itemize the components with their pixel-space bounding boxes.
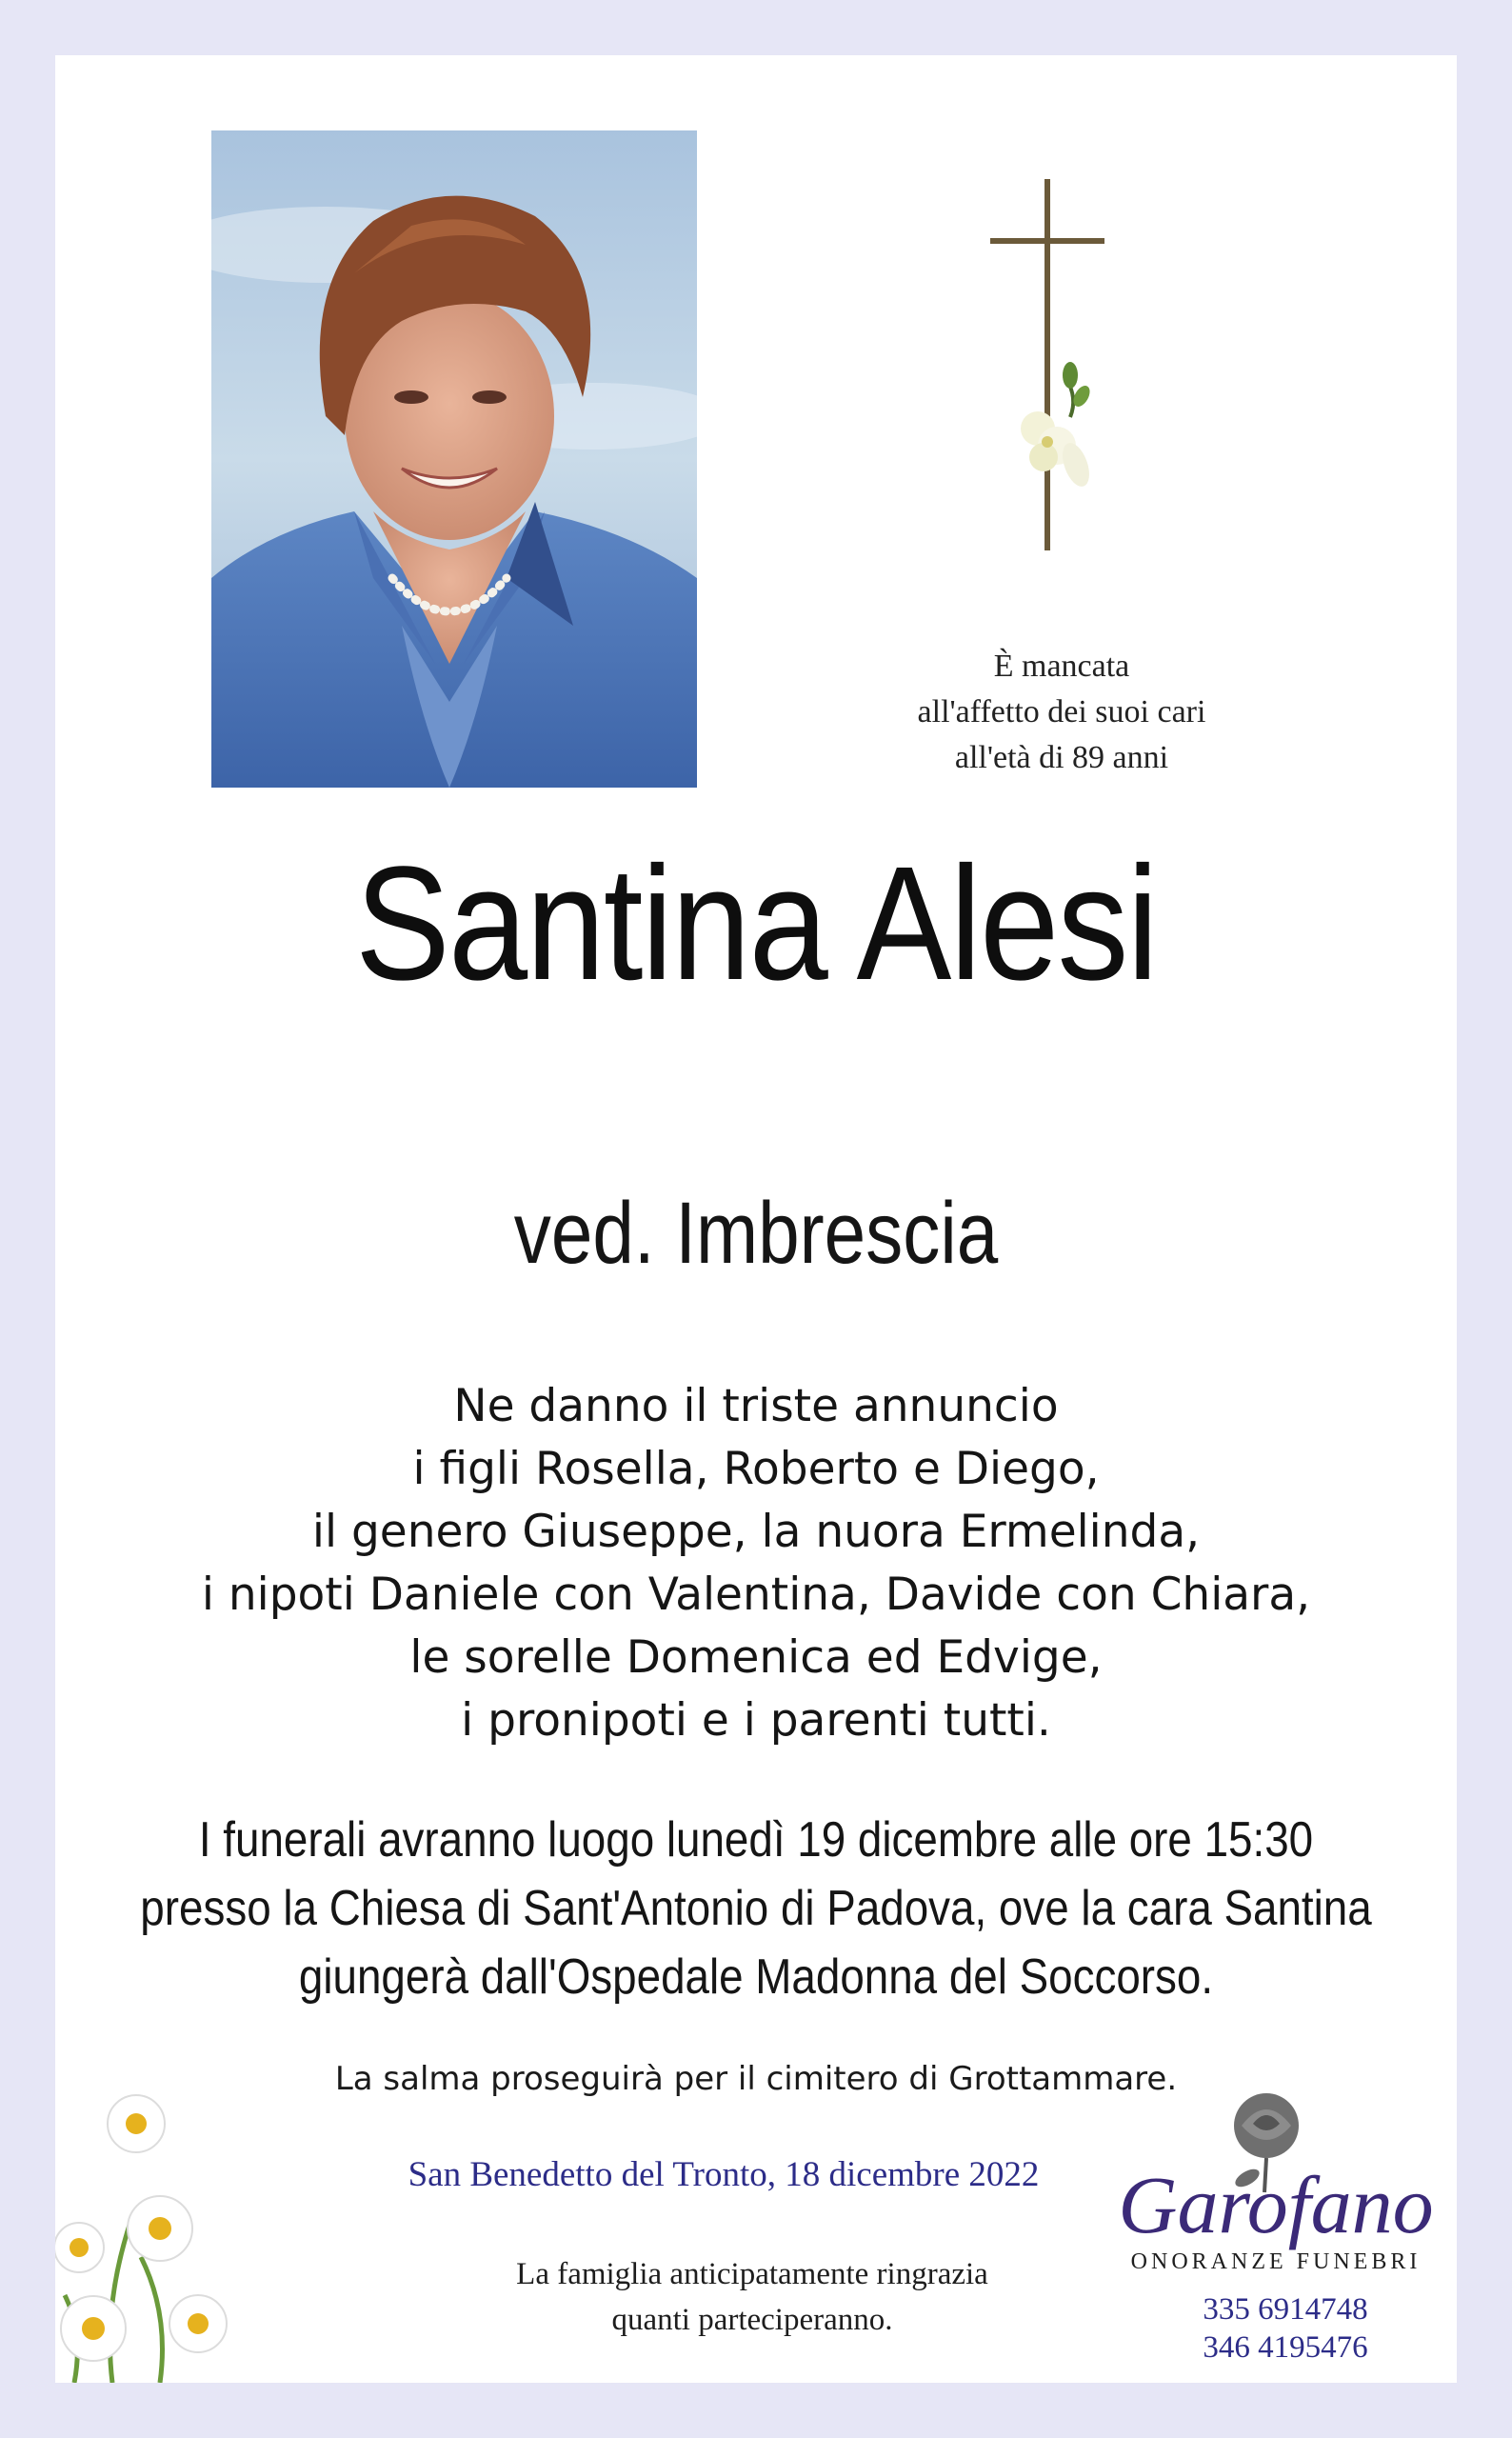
deceased-name: Santina Alesi — [354, 833, 1158, 1014]
thanks-note — [419, 2251, 1085, 2343]
family-line: i pronipoti e i parenti tutti. — [461, 1694, 1051, 1747]
intro-line: all'affetto dei suoi cari — [917, 694, 1206, 729]
burial-note: La salma proseguirà per il cimitero di Grottammare. — [334, 2060, 1178, 2098]
intro-line: È mancata — [993, 649, 1130, 684]
portrait-photo — [211, 130, 697, 788]
thanks-line: quanti parteciperanno. — [611, 2303, 893, 2337]
family-line: i nipoti Daniele con Valentina, Davide con Chiara, — [201, 1569, 1311, 1621]
family-line: i figli Rosella, Roberto e Diego, — [412, 1443, 1100, 1495]
family-announcement — [0, 1375, 1512, 1752]
phone-number: 335 6914748 — [1203, 2292, 1368, 2327]
married-name: ved. Imbrescia — [513, 1185, 999, 1282]
funeral-line: I funerali avranno luogo lunedì 19 dicembre alle ore 15:30 — [198, 1812, 1314, 1868]
thanks-line: La famiglia anticipatamente ringrazia — [516, 2257, 988, 2291]
intro-text — [828, 644, 1295, 781]
phone-number: 346 4195476 — [1203, 2330, 1368, 2365]
daisy-flowers-icon — [55, 2067, 293, 2383]
agency-name: Garofano — [1118, 2159, 1434, 2250]
cross-with-lily-icon — [990, 179, 1104, 550]
funeral-line: giungerà dall'Ospedale Madonna del Soccorso. — [298, 1949, 1214, 2005]
intro-line: all'età di 89 anni — [954, 740, 1169, 775]
family-line: il genero Giuseppe, la nuora Ermelinda, — [311, 1506, 1201, 1558]
agency-phones — [1143, 2290, 1428, 2367]
funeral-line: presso la Chiesa di Sant'Antonio di Padova, ove la cara Santina — [140, 1881, 1372, 1936]
family-line: le sorelle Domenica ed Edvige, — [409, 1631, 1103, 1684]
agency-subtitle: ONORANZE FUNEBRI — [1130, 2249, 1422, 2274]
family-line: Ne danno il triste annuncio — [453, 1380, 1059, 1432]
funeral-details — [0, 1806, 1512, 2011]
place-date: San Benedetto del Tronto, 18 dicembre 2022 — [408, 2155, 1040, 2194]
